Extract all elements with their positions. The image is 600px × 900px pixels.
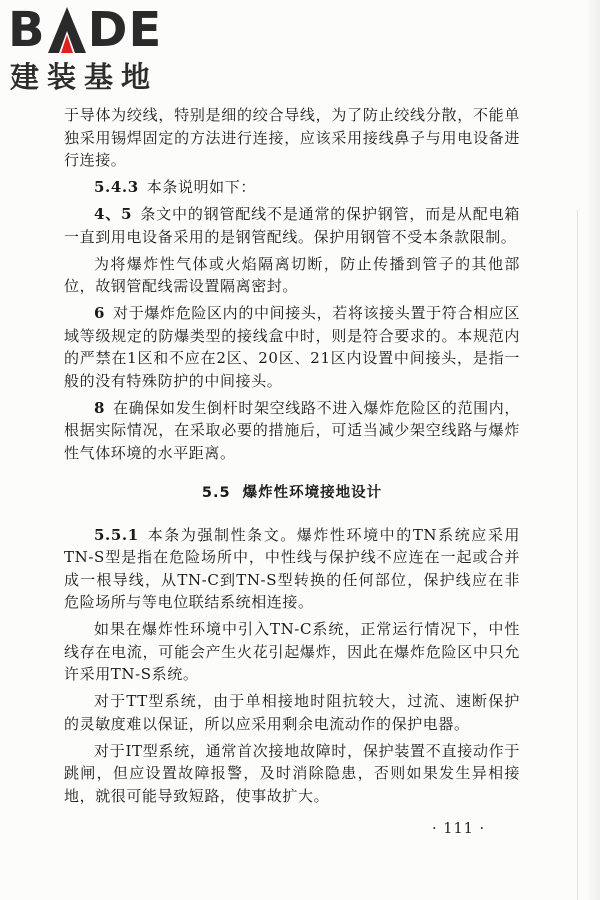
paragraph — [64, 524, 520, 614]
logo-subtitle: 建装基地 — [10, 60, 159, 94]
clause-number: 4、5 — [94, 205, 133, 223]
paragraph — [64, 203, 520, 248]
logo-wordmark — [8, 4, 162, 56]
section-heading — [64, 482, 520, 505]
paragraph-text: 如果在爆炸性环境中引入TN-C系统，正常运行情况下，中性线存在电流，可能会产生火花引起爆炸，因此在爆炸危险区中只允许采用TN-S系统。 — [64, 620, 520, 683]
clause-number: 8 — [94, 398, 106, 417]
body-text — [64, 104, 520, 812]
paragraph — [64, 176, 520, 199]
paragraph-text: 为将爆炸性气体或火焰隔离切断，防止传播到管子的其他部位，故钢管配线需设置隔离密封。 — [64, 254, 520, 295]
bade-logo — [8, 4, 178, 96]
paragraph — [64, 104, 520, 172]
clause-number: 5.4.3 — [94, 178, 139, 196]
paragraph — [64, 253, 520, 298]
intro-paragraphs — [64, 104, 520, 464]
page-number: · 111 · — [432, 821, 486, 837]
page-edge-shadow — [586, 0, 600, 900]
paragraph — [64, 302, 520, 392]
paragraph-text: 于导体为绞线，特别是细的绞合导线，为了防止绞线分散，不能单独采用锡焊固定的方法进行连接，应该采用接线鼻子与用电设备进行连接。 — [64, 106, 520, 169]
paragraph — [64, 690, 520, 735]
paragraph-text: 对于TT型系统，由于单相接地时阻抗较大，过流、速断保护的灵敏度难以保证，所以应采用剩余电流动作的保护电器。 — [64, 692, 520, 733]
paragraph-text: 对于IT型系统，通常首次接地故障时，保护装置不直接动作于跳闸，但应设置故障报警，及时消除隐患，否则如果发生异相接地，就很可能导致短路，使事故扩大。 — [64, 741, 520, 805]
section-paragraphs — [64, 524, 520, 808]
paragraph-text: 本条为强制性条文。爆炸性环境中的TN系统应采用TN-S型是指在危险场所中，中性线与保护线不应连在一起或合并成一根导线，从TN-C到TN-S型转换的任何部位，保护线应在非危险场所与等电位联结系统相连接。 — [64, 525, 520, 611]
paragraph — [64, 397, 520, 465]
logo-letters-de: DE — [87, 2, 163, 58]
clause-number: 6 — [94, 304, 106, 322]
section-title: 爆炸性环境接地设计 — [242, 485, 383, 501]
section-number: 5.5 — [201, 485, 231, 501]
clause-number: 5.5.1 — [94, 525, 139, 544]
logo-letter-a-icon — [48, 7, 86, 53]
paragraph — [64, 740, 520, 808]
paragraph-text: 本条说明如下： — [146, 178, 256, 196]
logo-letter-b: B — [8, 2, 46, 58]
page-crease — [577, 210, 578, 900]
paragraph-text: 在确保如发生倒杆时架空线路不进入爆炸危险区的范围内，根据实际情况，在采取必要的措施后，可适当减少架空线路与爆炸性气体环境的水平距离。 — [64, 398, 520, 462]
paragraph-text: 条文中的钢管配线不是通常的保护钢管，而是从配电箱一直到用电设备采用的是钢管配线。保护用钢管不受本条款限制。 — [64, 205, 520, 246]
paragraph-text: 对于爆炸危险区内的中间接头，若将该接头置于符合相应区域等级规定的防爆类型的接线盒中时，则是符合要求的。本规范内的严禁在1区和不应在2区、20区、21区内设置中间接头，是指一般的没有特殊防护的中间接头。 — [64, 304, 520, 390]
paragraph — [64, 618, 520, 686]
